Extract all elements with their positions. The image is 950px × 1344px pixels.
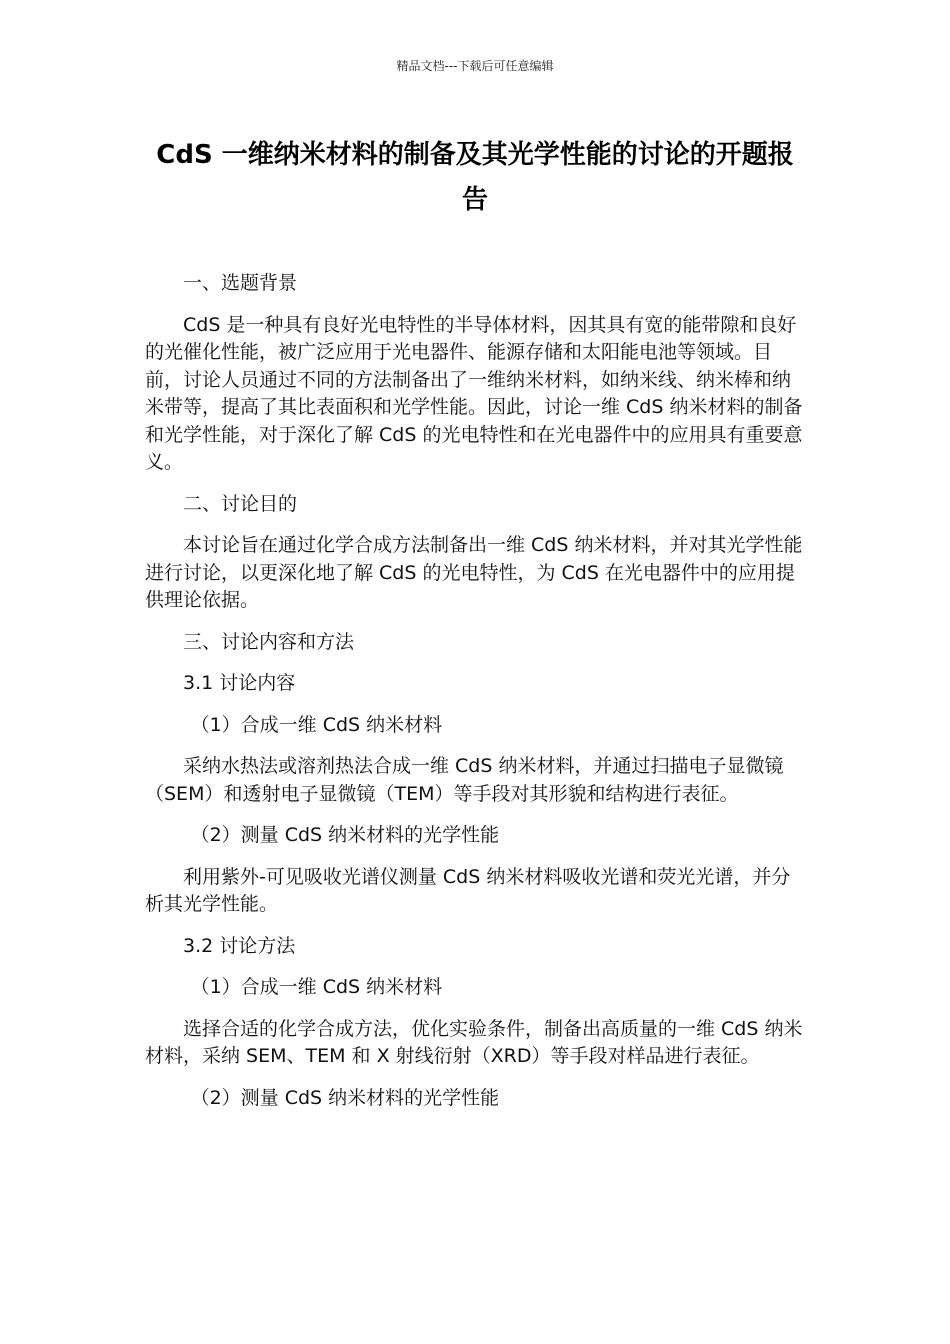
paragraph-synthesis: 采纳水热法或溶剂热法合成一维 CdS 纳米材料，并通过扫描电子显微镜（SEM）和透射电子显微镜（TEM）等手段对其形貌和结构进行表征。 (145, 755, 784, 805)
subsection-heading-content: 3.1 讨论内容 (183, 672, 296, 694)
section-heading-content-method: 三、讨论内容和方法 (183, 630, 355, 653)
subsection-heading-method: 3.2 讨论方法 (183, 934, 296, 957)
paragraph-synthesis-method: 选择合适的化学合成方法，优化实验条件，制备出高质量的一维 CdS 纳米材料，采纳 SEM、TEM 和 X 射线衍射（XRD）等手段对样品进行表征。 (145, 1017, 803, 1067)
paragraph-background: CdS 是一种具有良好光电特性的半导体材料，因其具有宽的能带隙和良好的光催化性能，被广泛应用于光电器件、能源存储和太阳能电池等领域。目前，讨论人员通过不同的方法制备出了一维纳米材料，如纳米线、纳米棒和纳米带等，提高了其比表面积和光学性能。因此，讨论一维 CdS 纳米材料的制备和光学性能，对于深化了解 CdS 的光电特性和在光电器件中的应用具有重要意义。 (145, 313, 803, 473)
document-body (145, 270, 805, 1126)
document-title: CdS 一维纳米材料的制备及其光学性能的讨论的开题报告 (156, 140, 794, 215)
section-heading-purpose: 二、讨论目的 (183, 492, 298, 515)
list-item-optical-method: （2）测量 CdS 纳米材料的光学性能 (190, 1086, 500, 1109)
paragraph-purpose: 本讨论旨在通过化学合成方法制备出一维 CdS 纳米材料，并对其光学性能进行讨论，以更深化地了解 CdS 的光电特性，为 CdS 在光电器件中的应用提供理论依据。 (145, 534, 803, 611)
page-header-note: 精品文档---下载后可任意编辑 (396, 59, 554, 73)
section-heading-background: 一、选题背景 (183, 272, 298, 294)
list-item-synthesis-method: （1）合成一维 CdS 纳米材料 (190, 976, 443, 998)
paragraph-optical: 利用紫外-可见吸收光谱仪测量 CdS 纳米材料吸收光谱和荧光光谱，并分析其光学性能。 (145, 865, 791, 915)
list-item-optical: （2）测量 CdS 纳米材料的光学性能 (190, 824, 500, 846)
list-item-synthesis: （1）合成一维 CdS 纳米材料 (190, 713, 443, 736)
